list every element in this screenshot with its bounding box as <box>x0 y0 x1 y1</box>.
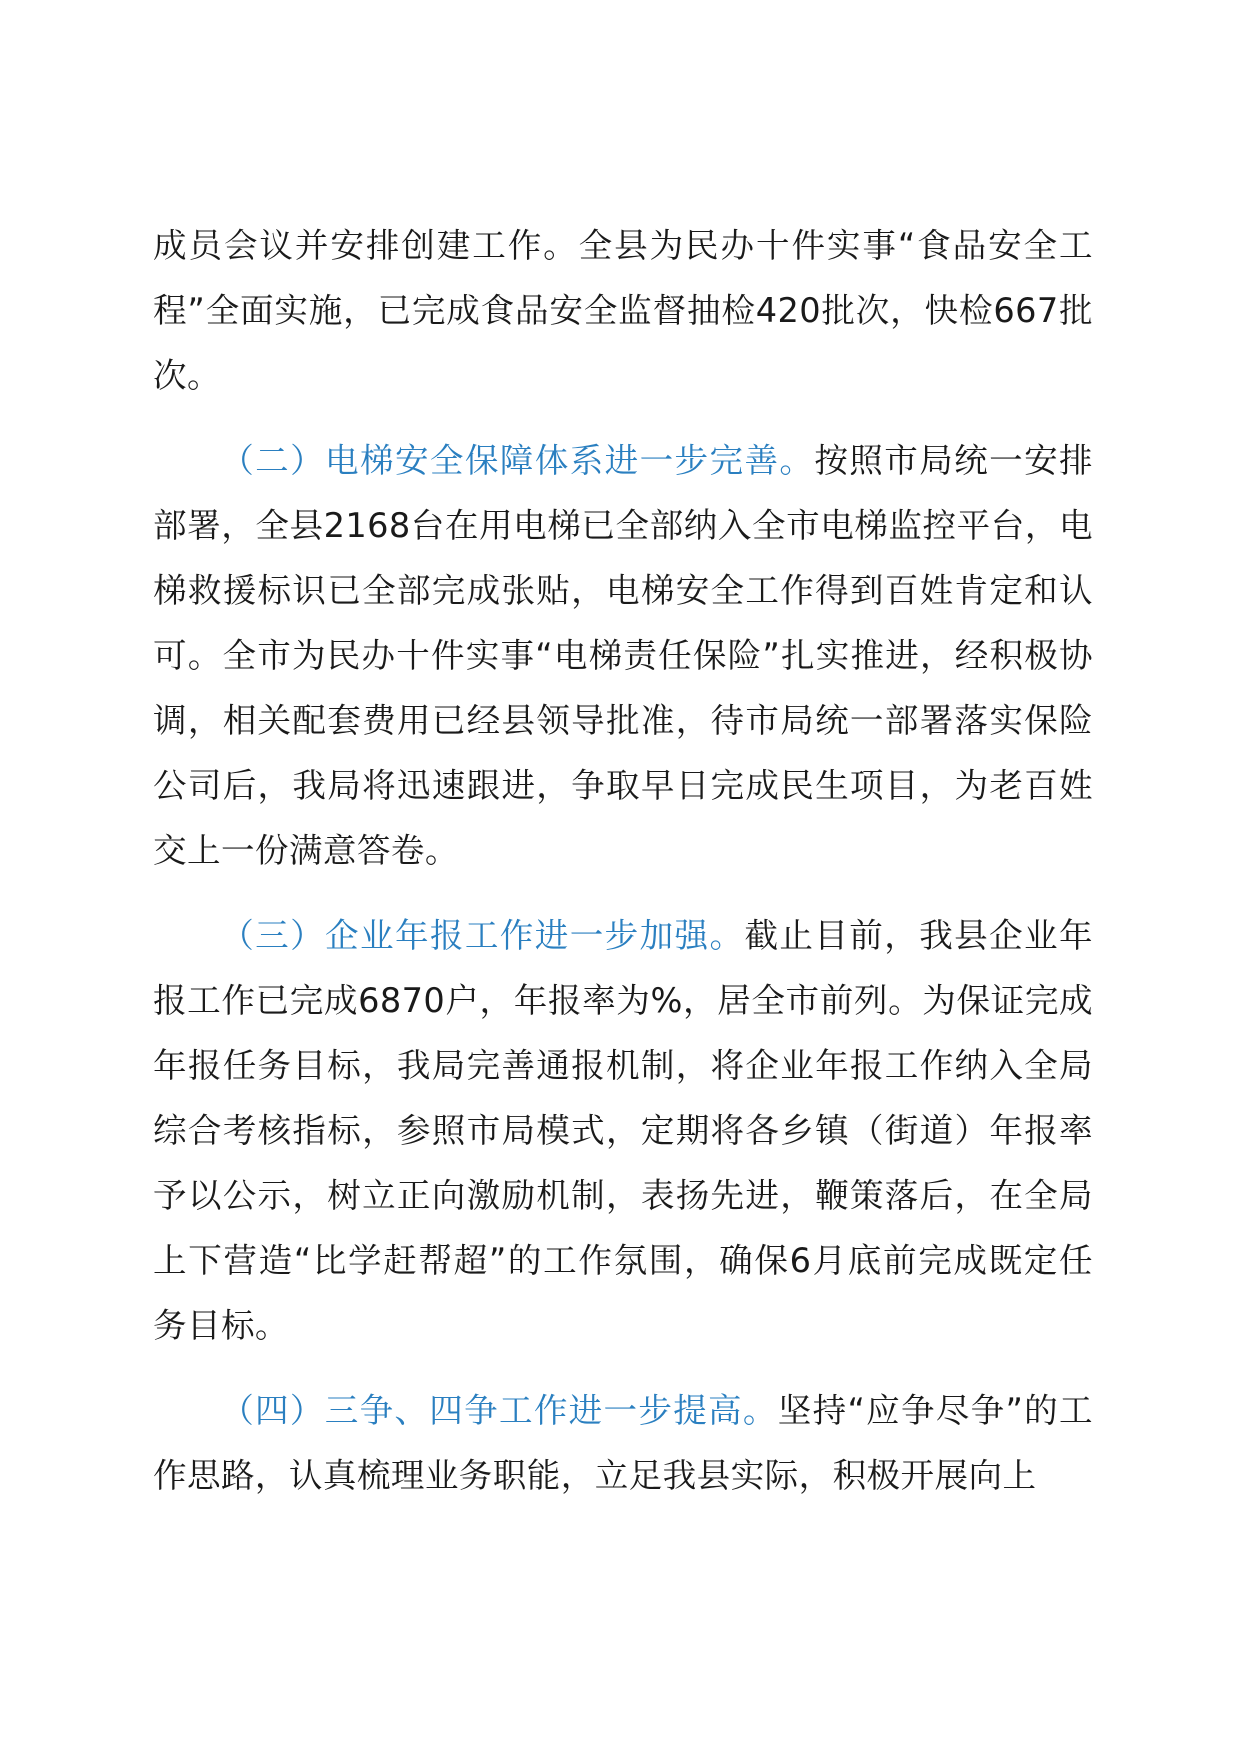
document-body <box>153 213 1093 1508</box>
section-heading: （四）三争、四争工作进一步提高。 <box>220 1391 778 1430</box>
paragraph-elevator-safety <box>153 428 1093 883</box>
section-heading: （二）电梯安全保障体系进一步完善。 <box>220 441 815 480</box>
paragraph-annual-report <box>153 903 1093 1358</box>
section-heading: （三）企业年报工作进一步加强。 <box>220 916 745 955</box>
paragraph-competition-work <box>153 1378 1093 1508</box>
paragraph-body: 按照市局统一安排部署，全县2168台在用电梯已全部纳入全市电梯监控平台，电梯救援标识已全部完成张贴，电梯安全工作得到百姓肯定和认可。全市为民办十件实事“电梯责任保险”扎实推进，经积极协调，相关配套费用已经县领导批准，待市局统一部署落实保险公司后，我局将迅速跟进，争取早日完成民生项目，为老百姓交上一份满意答卷。 <box>153 441 1093 870</box>
paragraph-body: 成员会议并安排创建工作。全县为民办十件实事“食品安全工程”全面实施，已完成食品安全监督抽检420批次，快检667批次。 <box>153 226 1093 395</box>
paragraph-continuation <box>153 213 1093 408</box>
paragraph-body: 截止目前，我县企业年报工作已完成6870户，年报率为%，居全市前列。为保证完成年报任务目标，我局完善通报机制，将企业年报工作纳入全局综合考核指标，参照市局模式，定期将各乡镇（街道）年报率予以公示，树立正向激励机制，表扬先进，鞭策落后，在全局上下营造“比学赶帮超”的工作氛围，确保6月底前完成既定任务目标。 <box>153 916 1093 1345</box>
paragraph-body: 坚持“应争尽争”的工作思路，认真梳理业务职能，立足我县实际，积极开展向上 <box>153 1391 1093 1495</box>
